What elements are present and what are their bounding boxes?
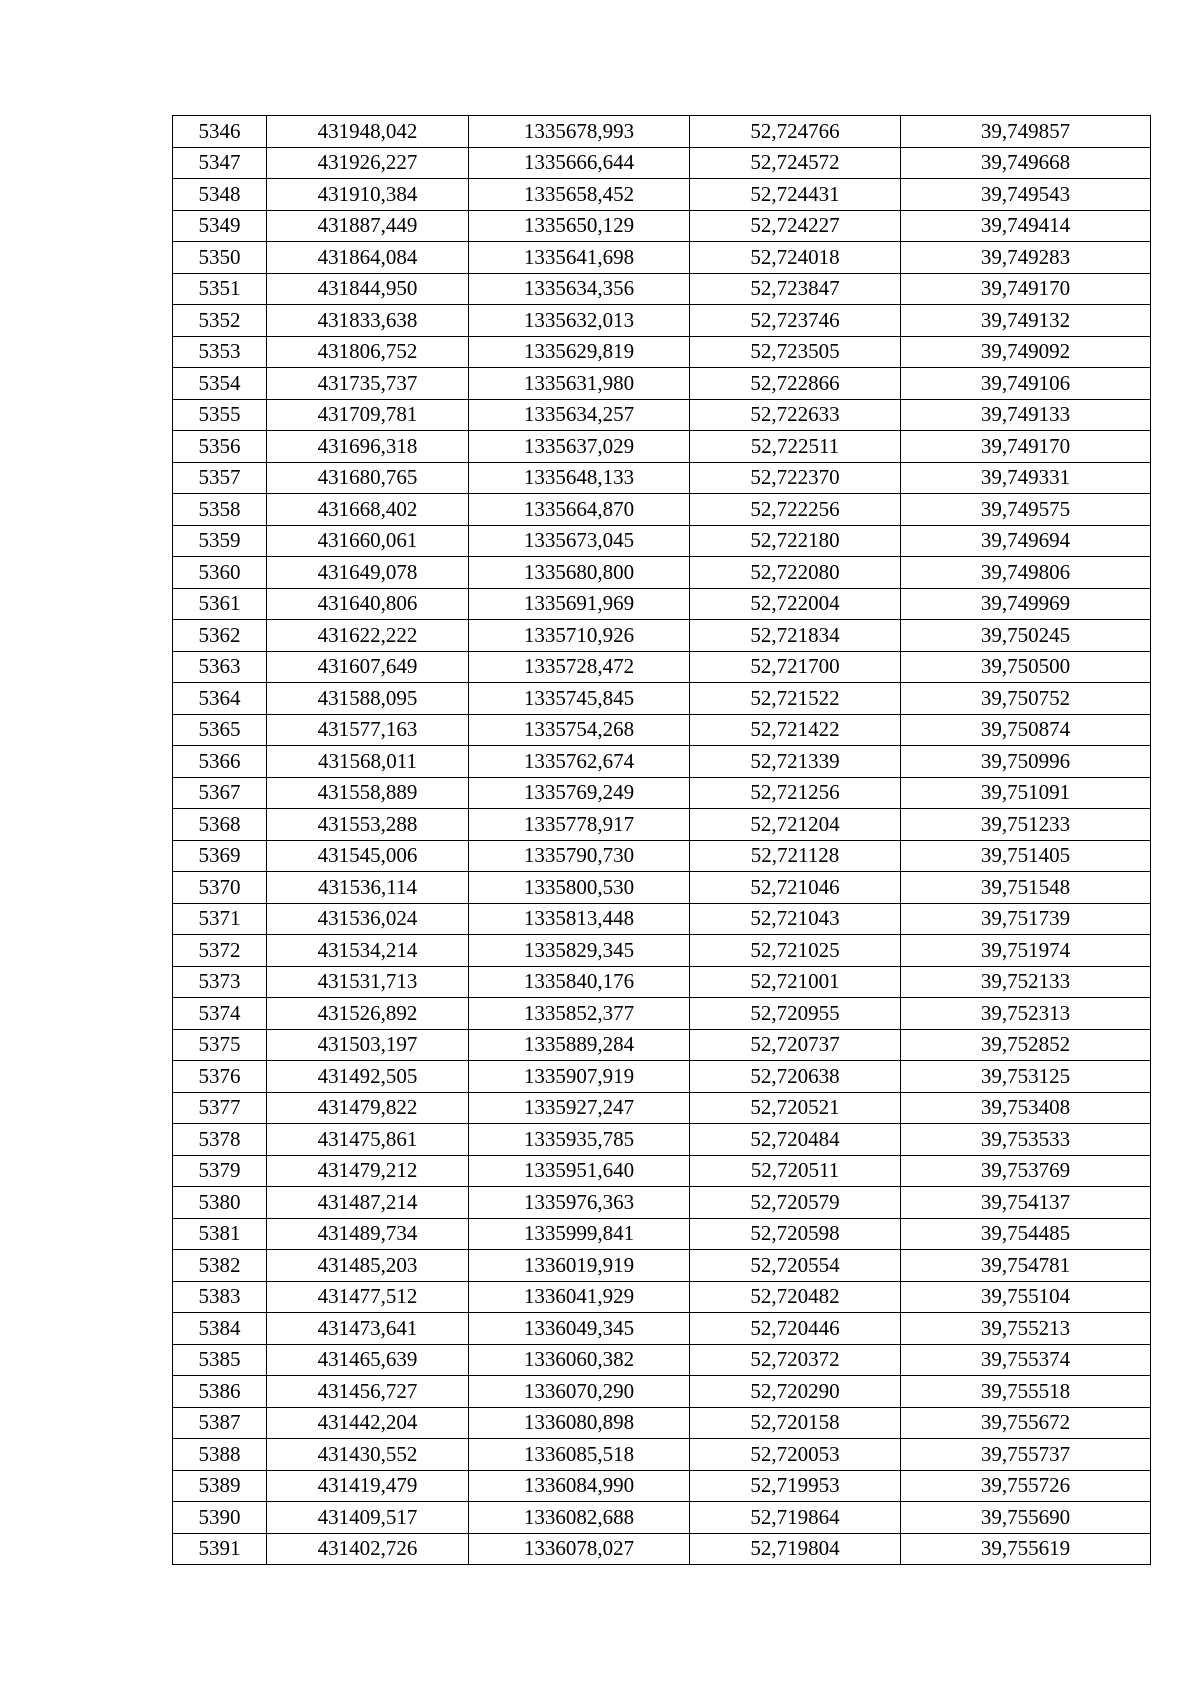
point-number-cell: 5372 <box>173 935 267 967</box>
latitude-cell: 52,721834 <box>690 620 901 652</box>
latitude-cell: 52,721001 <box>690 966 901 998</box>
latitude-cell: 52,720598 <box>690 1218 901 1250</box>
table-row <box>173 273 1151 305</box>
latitude-cell: 52,722866 <box>690 368 901 400</box>
latitude-cell: 52,721128 <box>690 840 901 872</box>
longitude-cell: 39,752313 <box>901 998 1151 1030</box>
table-row <box>173 872 1151 904</box>
longitude-cell: 39,749414 <box>901 210 1151 242</box>
longitude-cell: 39,755737 <box>901 1439 1151 1471</box>
x-coordinate-cell: 431864,084 <box>267 242 469 274</box>
latitude-cell: 52,720446 <box>690 1313 901 1345</box>
x-coordinate-cell: 431545,006 <box>267 840 469 872</box>
x-coordinate-cell: 431492,505 <box>267 1061 469 1093</box>
x-coordinate-cell: 431640,806 <box>267 588 469 620</box>
table-row <box>173 1470 1151 1502</box>
y-coordinate-cell: 1335935,785 <box>469 1124 690 1156</box>
y-coordinate-cell: 1335648,133 <box>469 462 690 494</box>
point-number-cell: 5351 <box>173 273 267 305</box>
latitude-cell: 52,720554 <box>690 1250 901 1282</box>
y-coordinate-cell: 1336060,382 <box>469 1344 690 1376</box>
latitude-cell: 52,720290 <box>690 1376 901 1408</box>
longitude-cell: 39,749694 <box>901 525 1151 557</box>
point-number-cell: 5374 <box>173 998 267 1030</box>
longitude-cell: 39,749283 <box>901 242 1151 274</box>
point-number-cell: 5378 <box>173 1124 267 1156</box>
point-number-cell: 5380 <box>173 1187 267 1219</box>
longitude-cell: 39,751548 <box>901 872 1151 904</box>
x-coordinate-cell: 431419,479 <box>267 1470 469 1502</box>
y-coordinate-cell: 1335664,870 <box>469 494 690 526</box>
point-number-cell: 5383 <box>173 1281 267 1313</box>
latitude-cell: 52,720482 <box>690 1281 901 1313</box>
latitude-cell: 52,721256 <box>690 777 901 809</box>
latitude-cell: 52,721522 <box>690 683 901 715</box>
longitude-cell: 39,753408 <box>901 1092 1151 1124</box>
latitude-cell: 52,720737 <box>690 1029 901 1061</box>
table-row <box>173 336 1151 368</box>
latitude-cell: 52,721025 <box>690 935 901 967</box>
x-coordinate-cell: 431475,861 <box>267 1124 469 1156</box>
x-coordinate-cell: 431553,288 <box>267 809 469 841</box>
point-number-cell: 5371 <box>173 903 267 935</box>
x-coordinate-cell: 431477,512 <box>267 1281 469 1313</box>
latitude-cell: 52,721204 <box>690 809 901 841</box>
longitude-cell: 39,750752 <box>901 683 1151 715</box>
point-number-cell: 5369 <box>173 840 267 872</box>
table-row <box>173 935 1151 967</box>
y-coordinate-cell: 1335641,698 <box>469 242 690 274</box>
longitude-cell: 39,753533 <box>901 1124 1151 1156</box>
point-number-cell: 5377 <box>173 1092 267 1124</box>
table-row <box>173 1218 1151 1250</box>
latitude-cell: 52,724572 <box>690 147 901 179</box>
latitude-cell: 52,721043 <box>690 903 901 935</box>
y-coordinate-cell: 1335813,448 <box>469 903 690 935</box>
longitude-cell: 39,755518 <box>901 1376 1151 1408</box>
table-row <box>173 903 1151 935</box>
table-row <box>173 1407 1151 1439</box>
longitude-cell: 39,755690 <box>901 1502 1151 1534</box>
x-coordinate-cell: 431709,781 <box>267 399 469 431</box>
y-coordinate-cell: 1335745,845 <box>469 683 690 715</box>
y-coordinate-cell: 1335852,377 <box>469 998 690 1030</box>
latitude-cell: 52,723847 <box>690 273 901 305</box>
point-number-cell: 5386 <box>173 1376 267 1408</box>
y-coordinate-cell: 1335800,530 <box>469 872 690 904</box>
point-number-cell: 5350 <box>173 242 267 274</box>
point-number-cell: 5357 <box>173 462 267 494</box>
longitude-cell: 39,755672 <box>901 1407 1151 1439</box>
y-coordinate-cell: 1335889,284 <box>469 1029 690 1061</box>
latitude-cell: 52,722180 <box>690 525 901 557</box>
longitude-cell: 39,749331 <box>901 462 1151 494</box>
latitude-cell: 52,720372 <box>690 1344 901 1376</box>
point-number-cell: 5348 <box>173 179 267 211</box>
point-number-cell: 5382 <box>173 1250 267 1282</box>
point-number-cell: 5355 <box>173 399 267 431</box>
latitude-cell: 52,723505 <box>690 336 901 368</box>
y-coordinate-cell: 1336070,290 <box>469 1376 690 1408</box>
longitude-cell: 39,749806 <box>901 557 1151 589</box>
x-coordinate-cell: 431465,639 <box>267 1344 469 1376</box>
table-row <box>173 714 1151 746</box>
longitude-cell: 39,750245 <box>901 620 1151 652</box>
latitude-cell: 52,722370 <box>690 462 901 494</box>
latitude-cell: 52,724766 <box>690 116 901 148</box>
y-coordinate-cell: 1335951,640 <box>469 1155 690 1187</box>
table-row <box>173 116 1151 148</box>
latitude-cell: 52,720484 <box>690 1124 901 1156</box>
table-row <box>173 557 1151 589</box>
coordinates-table-body <box>173 116 1151 1565</box>
point-number-cell: 5347 <box>173 147 267 179</box>
x-coordinate-cell: 431442,204 <box>267 1407 469 1439</box>
table-row <box>173 368 1151 400</box>
table-row <box>173 840 1151 872</box>
latitude-cell: 52,721422 <box>690 714 901 746</box>
table-row <box>173 1250 1151 1282</box>
y-coordinate-cell: 1336085,518 <box>469 1439 690 1471</box>
longitude-cell: 39,751233 <box>901 809 1151 841</box>
table-row <box>173 683 1151 715</box>
latitude-cell: 52,721046 <box>690 872 901 904</box>
x-coordinate-cell: 431526,892 <box>267 998 469 1030</box>
table-row <box>173 1187 1151 1219</box>
point-number-cell: 5389 <box>173 1470 267 1502</box>
x-coordinate-cell: 431622,222 <box>267 620 469 652</box>
point-number-cell: 5356 <box>173 431 267 463</box>
table-row <box>173 1439 1151 1471</box>
latitude-cell: 52,720521 <box>690 1092 901 1124</box>
x-coordinate-cell: 431536,024 <box>267 903 469 935</box>
x-coordinate-cell: 431588,095 <box>267 683 469 715</box>
x-coordinate-cell: 431844,950 <box>267 273 469 305</box>
point-number-cell: 5354 <box>173 368 267 400</box>
latitude-cell: 52,720638 <box>690 1061 901 1093</box>
point-number-cell: 5359 <box>173 525 267 557</box>
longitude-cell: 39,749133 <box>901 399 1151 431</box>
x-coordinate-cell: 431558,889 <box>267 777 469 809</box>
table-row <box>173 1344 1151 1376</box>
longitude-cell: 39,749092 <box>901 336 1151 368</box>
table-row <box>173 746 1151 778</box>
x-coordinate-cell: 431577,163 <box>267 714 469 746</box>
point-number-cell: 5364 <box>173 683 267 715</box>
point-number-cell: 5361 <box>173 588 267 620</box>
longitude-cell: 39,752852 <box>901 1029 1151 1061</box>
y-coordinate-cell: 1335999,841 <box>469 1218 690 1250</box>
latitude-cell: 52,722004 <box>690 588 901 620</box>
y-coordinate-cell: 1335666,644 <box>469 147 690 179</box>
x-coordinate-cell: 431536,114 <box>267 872 469 904</box>
table-row <box>173 399 1151 431</box>
latitude-cell: 52,722633 <box>690 399 901 431</box>
table-row <box>173 1502 1151 1534</box>
longitude-cell: 39,749132 <box>901 305 1151 337</box>
longitude-cell: 39,755213 <box>901 1313 1151 1345</box>
x-coordinate-cell: 431806,752 <box>267 336 469 368</box>
latitude-cell: 52,724227 <box>690 210 901 242</box>
table-row <box>173 1533 1151 1565</box>
longitude-cell: 39,749543 <box>901 179 1151 211</box>
y-coordinate-cell: 1335790,730 <box>469 840 690 872</box>
latitude-cell: 52,720158 <box>690 1407 901 1439</box>
latitude-cell: 52,721700 <box>690 651 901 683</box>
x-coordinate-cell: 431696,318 <box>267 431 469 463</box>
y-coordinate-cell: 1335691,969 <box>469 588 690 620</box>
longitude-cell: 39,751739 <box>901 903 1151 935</box>
longitude-cell: 39,754137 <box>901 1187 1151 1219</box>
y-coordinate-cell: 1335829,345 <box>469 935 690 967</box>
x-coordinate-cell: 431479,822 <box>267 1092 469 1124</box>
longitude-cell: 39,750996 <box>901 746 1151 778</box>
latitude-cell: 52,724431 <box>690 179 901 211</box>
y-coordinate-cell: 1335710,926 <box>469 620 690 652</box>
table-row <box>173 1155 1151 1187</box>
x-coordinate-cell: 431910,384 <box>267 179 469 211</box>
longitude-cell: 39,754781 <box>901 1250 1151 1282</box>
latitude-cell: 52,723746 <box>690 305 901 337</box>
latitude-cell: 52,720955 <box>690 998 901 1030</box>
table-row <box>173 966 1151 998</box>
point-number-cell: 5390 <box>173 1502 267 1534</box>
y-coordinate-cell: 1335769,249 <box>469 777 690 809</box>
point-number-cell: 5346 <box>173 116 267 148</box>
y-coordinate-cell: 1335634,356 <box>469 273 690 305</box>
table-row <box>173 1061 1151 1093</box>
y-coordinate-cell: 1336082,688 <box>469 1502 690 1534</box>
x-coordinate-cell: 431430,552 <box>267 1439 469 1471</box>
point-number-cell: 5367 <box>173 777 267 809</box>
longitude-cell: 39,749668 <box>901 147 1151 179</box>
x-coordinate-cell: 431660,061 <box>267 525 469 557</box>
table-row <box>173 525 1151 557</box>
y-coordinate-cell: 1335629,819 <box>469 336 690 368</box>
y-coordinate-cell: 1335631,980 <box>469 368 690 400</box>
x-coordinate-cell: 431568,011 <box>267 746 469 778</box>
y-coordinate-cell: 1335907,919 <box>469 1061 690 1093</box>
y-coordinate-cell: 1335840,176 <box>469 966 690 998</box>
y-coordinate-cell: 1335762,674 <box>469 746 690 778</box>
x-coordinate-cell: 431680,765 <box>267 462 469 494</box>
point-number-cell: 5385 <box>173 1344 267 1376</box>
longitude-cell: 39,749857 <box>901 116 1151 148</box>
latitude-cell: 52,719953 <box>690 1470 901 1502</box>
table-row <box>173 242 1151 274</box>
point-number-cell: 5381 <box>173 1218 267 1250</box>
table-row <box>173 1376 1151 1408</box>
point-number-cell: 5358 <box>173 494 267 526</box>
latitude-cell: 52,722080 <box>690 557 901 589</box>
x-coordinate-cell: 431607,649 <box>267 651 469 683</box>
x-coordinate-cell: 431409,517 <box>267 1502 469 1534</box>
y-coordinate-cell: 1335650,129 <box>469 210 690 242</box>
longitude-cell: 39,749106 <box>901 368 1151 400</box>
y-coordinate-cell: 1335673,045 <box>469 525 690 557</box>
latitude-cell: 52,719864 <box>690 1502 901 1534</box>
point-number-cell: 5379 <box>173 1155 267 1187</box>
y-coordinate-cell: 1336078,027 <box>469 1533 690 1565</box>
table-row <box>173 620 1151 652</box>
longitude-cell: 39,749170 <box>901 431 1151 463</box>
x-coordinate-cell: 431534,214 <box>267 935 469 967</box>
point-number-cell: 5391 <box>173 1533 267 1565</box>
point-number-cell: 5365 <box>173 714 267 746</box>
longitude-cell: 39,755619 <box>901 1533 1151 1565</box>
point-number-cell: 5366 <box>173 746 267 778</box>
latitude-cell: 52,720579 <box>690 1187 901 1219</box>
longitude-cell: 39,751974 <box>901 935 1151 967</box>
x-coordinate-cell: 431402,726 <box>267 1533 469 1565</box>
y-coordinate-cell: 1335637,029 <box>469 431 690 463</box>
latitude-cell: 52,721339 <box>690 746 901 778</box>
longitude-cell: 39,749170 <box>901 273 1151 305</box>
longitude-cell: 39,750500 <box>901 651 1151 683</box>
x-coordinate-cell: 431735,737 <box>267 368 469 400</box>
x-coordinate-cell: 431649,078 <box>267 557 469 589</box>
table-row <box>173 588 1151 620</box>
x-coordinate-cell: 431503,197 <box>267 1029 469 1061</box>
y-coordinate-cell: 1335680,800 <box>469 557 690 589</box>
longitude-cell: 39,753769 <box>901 1155 1151 1187</box>
latitude-cell: 52,720053 <box>690 1439 901 1471</box>
point-number-cell: 5349 <box>173 210 267 242</box>
x-coordinate-cell: 431531,713 <box>267 966 469 998</box>
point-number-cell: 5388 <box>173 1439 267 1471</box>
table-row <box>173 147 1151 179</box>
y-coordinate-cell: 1335678,993 <box>469 116 690 148</box>
longitude-cell: 39,753125 <box>901 1061 1151 1093</box>
latitude-cell: 52,719804 <box>690 1533 901 1565</box>
longitude-cell: 39,749969 <box>901 588 1151 620</box>
point-number-cell: 5368 <box>173 809 267 841</box>
y-coordinate-cell: 1335728,472 <box>469 651 690 683</box>
table-row <box>173 651 1151 683</box>
table-row <box>173 179 1151 211</box>
longitude-cell: 39,755726 <box>901 1470 1151 1502</box>
table-row <box>173 462 1151 494</box>
y-coordinate-cell: 1335976,363 <box>469 1187 690 1219</box>
y-coordinate-cell: 1336080,898 <box>469 1407 690 1439</box>
point-number-cell: 5352 <box>173 305 267 337</box>
longitude-cell: 39,752133 <box>901 966 1151 998</box>
point-number-cell: 5370 <box>173 872 267 904</box>
x-coordinate-cell: 431833,638 <box>267 305 469 337</box>
x-coordinate-cell: 431479,212 <box>267 1155 469 1187</box>
y-coordinate-cell: 1335927,247 <box>469 1092 690 1124</box>
x-coordinate-cell: 431456,727 <box>267 1376 469 1408</box>
longitude-cell: 39,751405 <box>901 840 1151 872</box>
point-number-cell: 5362 <box>173 620 267 652</box>
coordinates-table <box>172 115 1151 1565</box>
latitude-cell: 52,724018 <box>690 242 901 274</box>
point-number-cell: 5373 <box>173 966 267 998</box>
table-row <box>173 210 1151 242</box>
longitude-cell: 39,750874 <box>901 714 1151 746</box>
point-number-cell: 5360 <box>173 557 267 589</box>
longitude-cell: 39,755104 <box>901 1281 1151 1313</box>
x-coordinate-cell: 431473,641 <box>267 1313 469 1345</box>
y-coordinate-cell: 1335778,917 <box>469 809 690 841</box>
y-coordinate-cell: 1336049,345 <box>469 1313 690 1345</box>
table-row <box>173 1124 1151 1156</box>
point-number-cell: 5384 <box>173 1313 267 1345</box>
table-row <box>173 777 1151 809</box>
y-coordinate-cell: 1335632,013 <box>469 305 690 337</box>
x-coordinate-cell: 431489,734 <box>267 1218 469 1250</box>
table-row <box>173 1313 1151 1345</box>
y-coordinate-cell: 1335634,257 <box>469 399 690 431</box>
y-coordinate-cell: 1336084,990 <box>469 1470 690 1502</box>
table-row <box>173 431 1151 463</box>
table-row <box>173 305 1151 337</box>
latitude-cell: 52,720511 <box>690 1155 901 1187</box>
y-coordinate-cell: 1336041,929 <box>469 1281 690 1313</box>
table-row <box>173 494 1151 526</box>
table-row <box>173 809 1151 841</box>
point-number-cell: 5376 <box>173 1061 267 1093</box>
table-row <box>173 998 1151 1030</box>
longitude-cell: 39,755374 <box>901 1344 1151 1376</box>
table-row <box>173 1281 1151 1313</box>
longitude-cell: 39,754485 <box>901 1218 1151 1250</box>
x-coordinate-cell: 431668,402 <box>267 494 469 526</box>
x-coordinate-cell: 431887,449 <box>267 210 469 242</box>
x-coordinate-cell: 431926,227 <box>267 147 469 179</box>
longitude-cell: 39,749575 <box>901 494 1151 526</box>
table-row <box>173 1029 1151 1061</box>
y-coordinate-cell: 1335658,452 <box>469 179 690 211</box>
y-coordinate-cell: 1335754,268 <box>469 714 690 746</box>
table-row <box>173 1092 1151 1124</box>
point-number-cell: 5375 <box>173 1029 267 1061</box>
y-coordinate-cell: 1336019,919 <box>469 1250 690 1282</box>
longitude-cell: 39,751091 <box>901 777 1151 809</box>
x-coordinate-cell: 431487,214 <box>267 1187 469 1219</box>
x-coordinate-cell: 431948,042 <box>267 116 469 148</box>
point-number-cell: 5363 <box>173 651 267 683</box>
x-coordinate-cell: 431485,203 <box>267 1250 469 1282</box>
point-number-cell: 5387 <box>173 1407 267 1439</box>
point-number-cell: 5353 <box>173 336 267 368</box>
latitude-cell: 52,722511 <box>690 431 901 463</box>
latitude-cell: 52,722256 <box>690 494 901 526</box>
